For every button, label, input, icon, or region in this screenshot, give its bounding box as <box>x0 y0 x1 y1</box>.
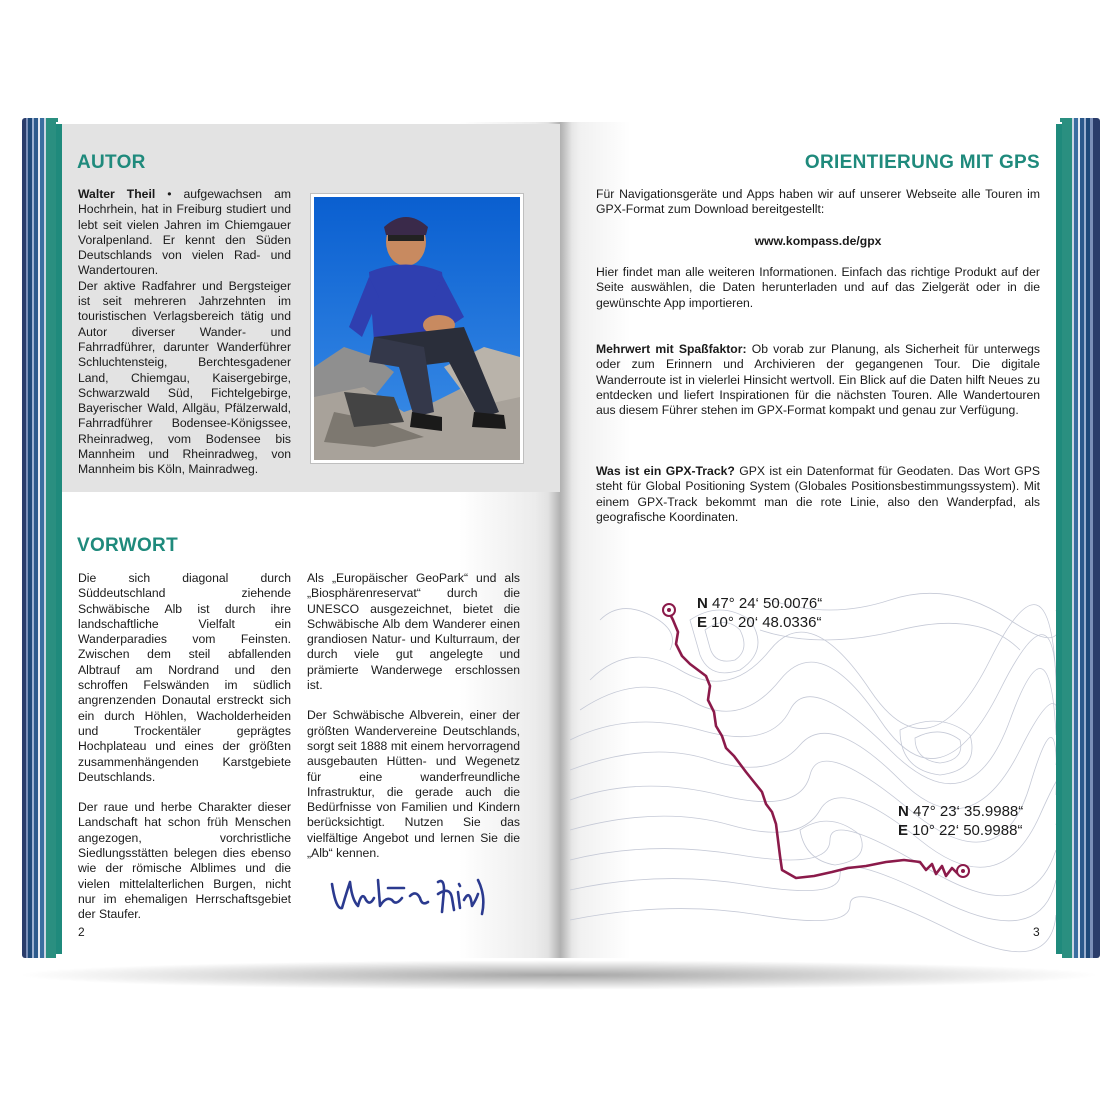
signature-drawing <box>326 870 506 918</box>
right-accent-bar <box>1056 124 1062 954</box>
book-shadow <box>14 960 1104 990</box>
author-bio-part-2: Der aktive Radfahrer und Bergsteiger ist seit mehreren Jahrzehnten im touristischen Verlagsbereich tätig und Autor diverser Wander- und Fahrradführer, darunter Wanderführer Schluchtensteig, Berchtesgadener Land, Chiemgau, Kaisergebirge, Schwarzwald Süd, Fichtelgebirge, Bayerischer Wald, Allgäu, Pfälzerwald, Fahrradführer Bodensee-Königssee, Rheinradweg, vom Bodensee bis Mannheim und Rheinradweg, von Mannheim bis Köln, Mainradweg. <box>78 278 291 477</box>
left-accent-bar <box>56 124 62 954</box>
gps-intro: Für Navigationsgeräte und Apps haben wir auf unserer Webseite alle Touren im GPX-Format zum Download bereitgestellt: <box>596 187 1040 217</box>
mehrwert-section <box>596 342 1040 418</box>
mehrwert-text: Ob vorab zur Planung, als Sicherheit für unterwegs oder zum Erinnern und Archivieren der gegangenen Tour. Die digitale Wanderroute ist in vielerlei Hinsicht wertvoll. Ein Blick auf die Daten hilft Neues zu entdecken und liefert Inspirationen für die nächsten Touren. Alle Wandertouren aus diesem Führer stehen im GPX-Format kompakt und genau zur Verfügung. <box>596 342 1041 418</box>
foreword-heading: VORWORT <box>77 535 178 556</box>
foreword-paragraph-2: Der raue und herbe Charakter dieser Landschaft hat schon früh Menschen angezogen, vorchristliche Siedlungsstätten belegen dies ebenso wie der römische Alblimes und die vielen mittelalterlichen Burgen, nicht nur im ehemaligen Herrschaftsgebiet der Staufer. <box>78 800 291 922</box>
gps-heading: ORIENTIERUNG MIT GPS <box>804 152 1040 173</box>
author-bio-part-1: • aufgewachsen am Hochrhein, hat in Freiburg studiert und lebt seit vielen Jahren im Chiemgauer Voralpenland. Er kennt den Süden Deutschlands von vielen Rad- und Wandertouren. <box>78 187 291 278</box>
gpx-url-link[interactable]: www.kompass.de/gpx <box>754 234 882 248</box>
author-photo <box>311 194 523 463</box>
start-n-value: 47° 24‘ 50.0076“ <box>707 595 823 612</box>
author-photo-illustration <box>314 197 520 460</box>
end-n-label: N <box>898 803 909 820</box>
foreword-paragraph-3: Als „Europäischer GeoPark“ und als „Biosphärenreservat“ durch die UNESCO ausgezeichnet, bietet die Schwäbische Alb dem Wanderer einen grandiosen Natur- und Kulturraum, der durch viele gut angelegte und prämierte Wanderwege erschlossen ist. <box>307 571 520 693</box>
foreword-paragraph-4: Der Schwäbische Albverein, einer der größten Wandervereine Deutschlands, sorgt seit 1888 mit einem hervorragend ausgebauten Hütten- und Wegenetz für eine wanderfreundliche Infrastruktur, die gerade auch die Bedürfnisse von Familien und Kindern berücksichtigt. Nutzen Sie das vielfältige Angebot und lernen Sie die „Alb“ kennen. <box>307 708 520 861</box>
author-heading: AUTOR <box>77 152 146 173</box>
contour-lines <box>570 593 1056 951</box>
foreword-column-1 <box>78 571 291 923</box>
book-page-edges-right <box>1060 118 1100 958</box>
end-n-value: 47° 23‘ 35.9988“ <box>908 803 1024 820</box>
foreword-paragraph-1: Die sich diagonal durch Süddeutschland ziehende Schwäbische Alb ist durch ihre landschaftliche Vielfalt ein Wanderparadies vom Feinsten. Zwischen dem steil abfallenden Albtrauf am Nordrand und den schroffen Felswänden im südlich angrenzenden Donautal erstreckt sich ein durch Höhlen, Wacholderheiden und Trockentäler geprägtes Hochplateau und eines der größten zusammenhängenden Karstgebiete Deutschlands. <box>78 571 291 784</box>
gpx-track-section <box>596 464 1040 525</box>
start-e-value: 10° 20‘ 48.0336“ <box>707 614 822 631</box>
gps-info: Hier findet man alle weiteren Informationen. Einfach das richtige Produkt auf der Seite auswählen, die Daten herunterladen und auf das Zielgerät oder in die gewünschte App importieren. <box>596 265 1040 310</box>
end-e-label: E <box>898 822 909 839</box>
start-coordinates <box>697 594 822 632</box>
page-number-right: 3 <box>1033 925 1040 939</box>
start-n-label: N <box>697 595 708 612</box>
gpx-track-text: GPX ist ein Datenformat für Geodaten. Das Wort GPS steht für Global Positioning System (Globales Positionsbestimmungssystem). Mit einem GPX-Track bekommt man die rote Linie, also den Wanderpfad, als geografische Koordinaten. <box>596 464 1040 524</box>
author-signature <box>326 870 506 918</box>
start-e-label: E <box>697 614 708 631</box>
foreword-column-2 <box>307 571 520 861</box>
end-e-value: 10° 22‘ 50.9988“ <box>908 822 1023 839</box>
page-number-left: 2 <box>78 925 85 939</box>
author-bio <box>78 187 291 478</box>
author-name: Walter Theil <box>78 187 156 201</box>
mehrwert-label: Mehrwert mit Spaßfaktor: <box>596 342 747 356</box>
book-page-edges-left <box>22 118 58 958</box>
gpx-track-label: Was ist ein GPX-Track? <box>596 464 735 478</box>
end-coordinates <box>898 802 1023 840</box>
